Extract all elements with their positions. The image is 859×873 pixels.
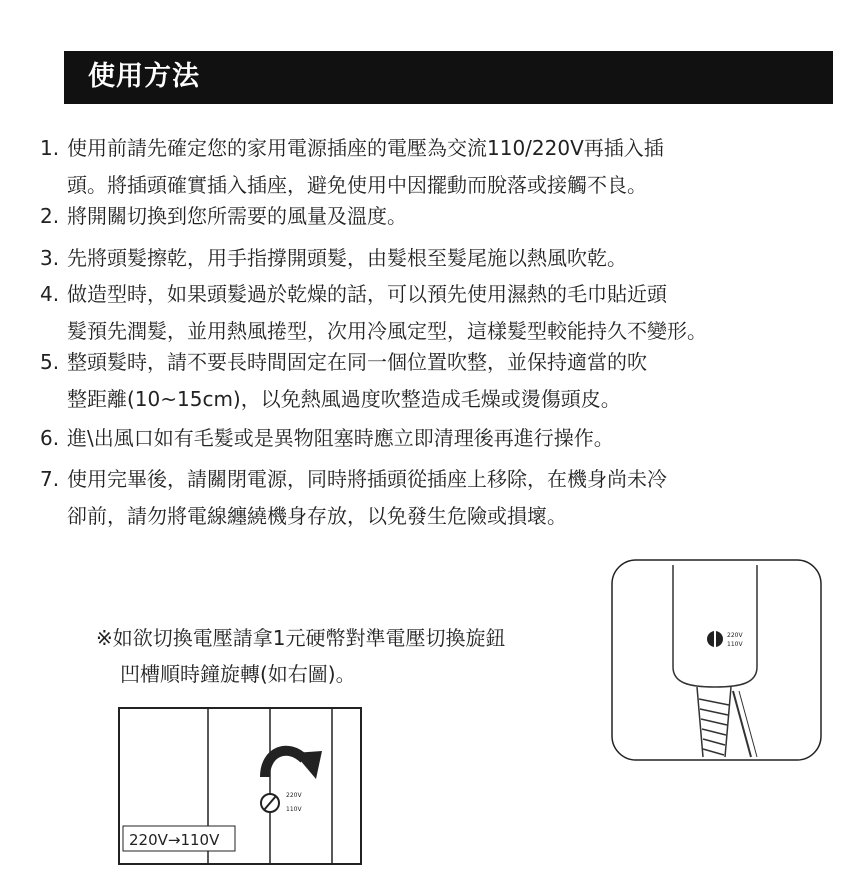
step-number: 2. — [40, 204, 60, 228]
step-number: 6. — [40, 426, 60, 450]
voltage-knob-icon — [261, 794, 279, 812]
step-text: 做造型時，如果頭髮過於乾燥的話，可以預先使用濕熱的毛巾貼近頭 — [67, 282, 667, 306]
step-3 — [40, 240, 627, 277]
step-4 — [40, 276, 707, 350]
step-text: 使用前請先確定您的家用電源插座的電壓為交流110/220V再插入插 — [67, 136, 664, 160]
label-220v: 220V — [286, 792, 302, 799]
step-number: 3. — [40, 246, 60, 270]
section-title-bar — [64, 51, 833, 104]
step-1 — [40, 130, 664, 204]
step-number: 4. — [40, 282, 60, 306]
step-text: 進\出風口如有毛髮或是異物阻塞時應立即清理後再進行操作。 — [67, 426, 614, 450]
page-title: 使用方法 — [88, 61, 200, 92]
step-text: 將開關切換到您所需要的風量及溫度。 — [67, 204, 407, 228]
step-text-continued: 髮預先潤髮，並用熱風捲型，次用冷風定型，這樣髮型較能持久不變形。 — [67, 319, 707, 343]
note-text-continued: 凹槽順時鐘旋轉(如右圖)。 — [120, 662, 356, 686]
label-110v: 110V — [286, 806, 302, 813]
voltage-knob-icon — [707, 631, 723, 647]
voltage-switch-note — [96, 620, 505, 692]
step-text: 整頭髮時，請不要長時間固定在同一個位置吹整，並保持適當的吹 — [67, 350, 647, 374]
step-number: 7. — [40, 467, 60, 491]
step-5 — [40, 344, 647, 418]
step-text-continued: 卻前，請勿將電線纏繞機身存放，以免發生危險或損壞。 — [67, 504, 567, 528]
label-110v: 110V — [727, 641, 743, 648]
note-text: ※如欲切換電壓請拿1元硬幣對準電壓切換旋鈕 — [96, 626, 506, 650]
step-text: 使用完畢後，請關閉電源，同時將插頭從插座上移除，在機身尚未冷 — [67, 467, 667, 491]
step-text: 先將頭髮擦乾，用手指撐開頭髮，由髮根至髮尾施以熱風吹乾。 — [67, 246, 627, 270]
step-6 — [40, 420, 614, 457]
label-220v: 220V — [727, 632, 743, 639]
step-text-continued: 頭。將插頭確實插入插座，避免使用中因擺動而脫落或接觸不良。 — [67, 173, 647, 197]
step-2 — [40, 198, 407, 235]
step-7 — [40, 461, 667, 535]
step-number: 1. — [40, 136, 60, 160]
switch-caption: 220V→110V — [129, 831, 220, 849]
step-text-continued: 整距離(10~15cm)，以免熱風過度吹整造成毛燥或燙傷頭皮。 — [67, 387, 621, 411]
voltage-switch-diagram — [118, 707, 362, 865]
dryer-handle-diagram — [611, 559, 822, 761]
step-number: 5. — [40, 350, 60, 374]
